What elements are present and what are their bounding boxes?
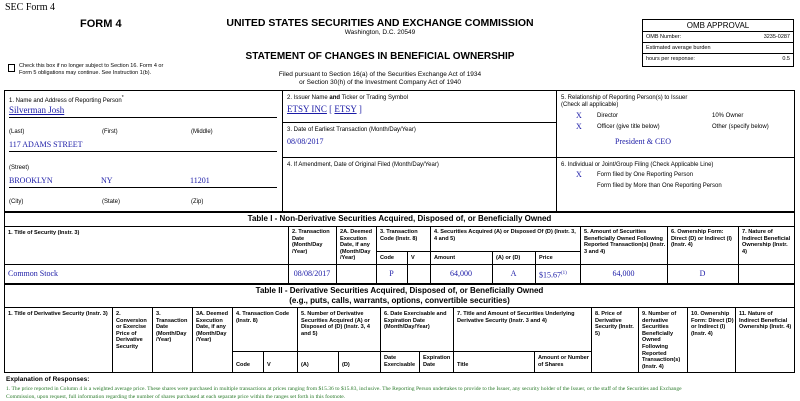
box1-label bbox=[9, 95, 124, 105]
issuer-bracket-open: [ bbox=[326, 104, 335, 114]
omb-approval-box bbox=[642, 19, 794, 67]
t1-row-aord: A bbox=[510, 269, 517, 278]
divider-7 bbox=[9, 151, 277, 152]
t1-header-form: 6. Ownership Form: Direct (D) or Indirect (I) (Instr. 4) bbox=[671, 229, 732, 249]
t2-header-date: 3. Transaction Date (Month/Day /Year) bbox=[156, 311, 188, 344]
t2-subheader-code: Code bbox=[236, 362, 250, 368]
divider-24 bbox=[152, 307, 153, 373]
divider-8 bbox=[9, 187, 277, 188]
other-label: Other (specify below) bbox=[712, 124, 769, 130]
divider-9 bbox=[4, 226, 795, 227]
state-label: (State) bbox=[102, 199, 121, 205]
earliest-transaction-date: 08/08/2017 bbox=[287, 137, 324, 146]
statement-title: STATEMENT OF CHANGES IN BENEFICIAL OWNERSHIP bbox=[245, 51, 515, 62]
t2-subheader-d: (D) bbox=[342, 362, 350, 368]
box4-label: 4. If Amendment, Date of Original Filed (Month/Day/Year) bbox=[287, 162, 439, 168]
form-title: FORM 4 bbox=[80, 18, 122, 30]
t1-row-amount: 64,000 bbox=[450, 269, 472, 278]
zip-value: 11201 bbox=[190, 176, 210, 185]
t2-header-nature: 11. Nature of Indirect Beneficial Ownership (Instr. 4) bbox=[739, 311, 792, 331]
issuer-line bbox=[287, 104, 362, 114]
officer-mark[interactable]: X bbox=[576, 122, 582, 131]
checkbox-note bbox=[19, 63, 163, 77]
divider-29 bbox=[338, 351, 339, 373]
t1-subheader-amount: Amount bbox=[434, 255, 456, 261]
t1-header-date: 2. Transaction Date (Month/Day /Year) bbox=[292, 229, 330, 255]
t1-row-price-value: $15.67 bbox=[539, 270, 561, 280]
last-label: (Last) bbox=[9, 129, 25, 135]
director-mark[interactable]: X bbox=[576, 111, 582, 120]
t1-row-form: D bbox=[699, 269, 706, 278]
ten-percent-owner-label: 10% Owner bbox=[712, 113, 744, 119]
divider-26 bbox=[232, 307, 233, 373]
divider-32 bbox=[453, 307, 454, 373]
filed-pursuant-line-2: or Section 30(h) of the Investment Company Act of 1940 bbox=[299, 79, 461, 86]
t1-row-owned: 64,000 bbox=[612, 269, 635, 278]
footnote-1-ref[interactable]: (1) bbox=[561, 271, 567, 276]
divider-36 bbox=[687, 307, 688, 373]
divider-6 bbox=[9, 117, 277, 118]
t1-header-title: 1. Title of Security (Instr. 3) bbox=[8, 230, 80, 236]
one-person-label: Form filed by One Reporting Person bbox=[597, 172, 694, 178]
street-label: (Street) bbox=[9, 165, 30, 171]
t1-row-title: Common Stock bbox=[8, 269, 59, 278]
omb-burden-row bbox=[643, 43, 793, 54]
t2-header-derivatives-owned: 9. Number of derivative Securities Beneficially Owned Following Reported Transaction(s) (Instr. 4) bbox=[642, 311, 681, 370]
t1-header-nature: 7. Nature of Indirect Beneficial Ownership (Instr. 4) bbox=[742, 229, 791, 255]
issuer-name-link[interactable]: ETSY INC bbox=[287, 104, 327, 114]
t1-subheader-aord: (A) or (D) bbox=[496, 255, 521, 261]
explanation-footnote-1-line-1: 1. The price reported in Column 4 is a weighted average price. These shares were purchased in multiple transactions at prices ranging from $15.36 to $15.83, inclusive. The Reporting Person undertakes to provide to the Issuer, any security holder of the Issuer, or the staff of the Securities and Exchange bbox=[6, 386, 682, 392]
box2-label-part-3: Ticker or Trading Symbol bbox=[340, 95, 409, 101]
t1-header-deemed: 2A. Deemed Execution Date, if any (Month/Day /Year) bbox=[340, 229, 373, 262]
box3-label: 3. Date of Earliest Transaction (Month/Day/Year) bbox=[287, 127, 416, 133]
t2-subheader-title: Title bbox=[457, 362, 469, 368]
divider-3 bbox=[282, 122, 556, 123]
middle-label: (Middle) bbox=[191, 129, 213, 135]
t2-subheader-amount: Amount or Number of Shares bbox=[538, 355, 589, 368]
city-label: (City) bbox=[9, 199, 24, 205]
t2-header-exercisable: 6. Date Exercisable and Expiration Date (Month/Day/Year) bbox=[384, 311, 447, 331]
table-2-title bbox=[4, 286, 795, 306]
t1-subheader-v: V bbox=[411, 255, 415, 261]
t1-header-owned: 5. Amount of Securities Beneficially Owned Following Reported Transaction(s) (Instr. 3 and 4) bbox=[584, 229, 666, 255]
box5-label-2: (Check all applicable) bbox=[561, 102, 619, 108]
explanation-heading: Explanation of Responses: bbox=[6, 376, 90, 383]
t2-subheader-v: V bbox=[267, 362, 271, 368]
omb-number-value: 3235-0287 bbox=[763, 34, 790, 40]
filed-pursuant-line-1: Filed pursuant to Section 16(a) of the Securities Exchange Act of 1934 bbox=[278, 71, 482, 78]
t2-header-deemed: 3A. Deemed Execution Date, if any (Month/Day /Year) bbox=[196, 311, 229, 344]
director-label: Director bbox=[597, 113, 619, 119]
zip-label: (Zip) bbox=[191, 199, 204, 205]
divider-27 bbox=[263, 351, 264, 373]
box5-label-1: 5. Relationship of Reporting Person(s) to Issuer bbox=[561, 95, 688, 101]
table-2-title-line-1: Table II - Derivative Securities Acquired, Disposed of, or Beneficially Owned bbox=[255, 286, 544, 295]
agency-name: UNITED STATES SECURITIES AND EXCHANGE COMMISSION bbox=[226, 17, 534, 29]
divider-5 bbox=[556, 157, 795, 158]
omb-hours-row bbox=[643, 54, 793, 66]
divider-28 bbox=[297, 307, 298, 373]
omb-number-row bbox=[643, 32, 793, 43]
omb-hours-value: 0.5 bbox=[782, 56, 790, 62]
divider-37 bbox=[735, 307, 736, 373]
divider-1 bbox=[282, 90, 283, 212]
divider-20 bbox=[738, 226, 739, 284]
box2-label bbox=[287, 95, 408, 102]
divider-33 bbox=[534, 351, 535, 373]
divider-12 bbox=[336, 226, 337, 284]
city-value: BROOKLYN bbox=[9, 176, 53, 185]
officer-title: President & CEO bbox=[615, 137, 671, 146]
t2-header-code: 4. Transaction Code (Instr. 8) bbox=[236, 311, 290, 324]
divider-31 bbox=[419, 351, 420, 373]
divider-10 bbox=[4, 264, 795, 265]
document-label: SEC Form 4 bbox=[5, 2, 56, 13]
box2-label-part-1: 2. Issuer Name bbox=[287, 95, 330, 101]
omb-number-label: OMB Number: bbox=[646, 34, 682, 40]
t2-header-underlying: 7. Title and Amount of Securities Underlying Derivative Security (Instr. 3 and 4) bbox=[457, 311, 575, 324]
divider-34 bbox=[591, 307, 592, 373]
omb-hours-label: hours per response: bbox=[646, 56, 695, 62]
t1-row-code: P bbox=[389, 269, 394, 278]
section-16-checkbox[interactable] bbox=[8, 64, 15, 72]
agency-location: Washington, D.C. 20549 bbox=[344, 29, 416, 36]
box1-label-star: * bbox=[121, 95, 124, 101]
divider-4 bbox=[282, 157, 556, 158]
divider-14 bbox=[407, 251, 408, 284]
box1-label-text: 1. Name and Address of Reporting Person bbox=[9, 98, 122, 104]
t1-header-code: 3. Transaction Code (Instr. 8) bbox=[380, 229, 418, 242]
t2-subheader-expiration: Expiration Date bbox=[423, 355, 451, 368]
box2-label-part-2: and bbox=[329, 95, 341, 101]
explanation-footnote-1-line-2: Commission, upon request, full information regarding the number of shares purchased at each separate price within the ranges set forth in this footnote. bbox=[6, 394, 346, 400]
state-value: NY bbox=[101, 176, 113, 185]
omb-title: OMB APPROVAL bbox=[643, 20, 793, 32]
divider-35 bbox=[638, 307, 639, 373]
divider-30 bbox=[380, 307, 381, 373]
issuer-bracket-close: ] bbox=[356, 104, 362, 114]
t2-header-form: 10. Ownership Form: Direct (D) or Indirect (I) (Instr. 4) bbox=[691, 311, 734, 337]
t2-header-title: 1. Title of Derivative Security (Instr. 3) bbox=[8, 311, 108, 317]
omb-burden-label: Estimated average burden bbox=[646, 45, 711, 51]
divider-2 bbox=[556, 90, 557, 212]
more-persons-label: Form filed by More than One Reporting Person bbox=[597, 183, 722, 189]
t1-row-date: 08/08/2017 bbox=[293, 269, 331, 278]
divider-16 bbox=[492, 251, 493, 284]
t1-header-acquired: 4. Securities Acquired (A) or Disposed Of (D) (Instr. 3, 4 and 5) bbox=[434, 229, 576, 242]
first-label: (First) bbox=[102, 129, 118, 135]
t2-header-number: 5. Number of Derivative Securities Acquired (A) or Disposed of (D) (Instr. 3, 4 and 5) bbox=[301, 311, 370, 337]
divider-22 bbox=[4, 307, 795, 308]
street-value: 117 ADAMS STREET bbox=[9, 140, 83, 149]
reporting-person-name[interactable]: Silverman Josh bbox=[9, 105, 65, 115]
explanation-footnote-1 bbox=[6, 385, 796, 401]
divider-17 bbox=[535, 251, 536, 284]
divider-25 bbox=[192, 307, 193, 373]
table-2-title-line-2: (e.g., puts, calls, warrants, options, convertible securities) bbox=[289, 296, 510, 305]
ticker-link[interactable]: ETSY bbox=[334, 104, 357, 114]
box6-label: 6. Individual or Joint/Group Filing (Check Applicable Line) bbox=[561, 162, 714, 168]
t2-header-conversion: 2. Conversion or Exercise Price of Derivative Security bbox=[116, 311, 147, 350]
table-1-title: Table I - Non-Derivative Securities Acquired, Disposed of, or Beneficially Owned bbox=[247, 214, 552, 223]
t2-subheader-date-exercisable: Date Exercisable bbox=[384, 355, 416, 368]
one-person-mark[interactable]: X bbox=[576, 170, 582, 179]
t1-subheader-code: Code bbox=[380, 255, 394, 261]
t2-subheader-a: (A) bbox=[301, 362, 309, 368]
t1-row-price bbox=[539, 269, 567, 281]
officer-label: Officer (give title below) bbox=[597, 124, 660, 130]
t1-subheader-price: Price bbox=[539, 255, 553, 261]
divider-21 bbox=[376, 251, 580, 252]
checkbox-note-line-1: Check this box if no longer subject to Section 16. Form 4 or bbox=[19, 63, 164, 69]
t2-header-price: 8. Price of Derivative Security (Instr. 5) bbox=[595, 311, 634, 337]
divider-38 bbox=[232, 351, 591, 352]
divider-23 bbox=[112, 307, 113, 373]
checkbox-note-line-2: Form 5 obligations may continue. See Instruction 1(b). bbox=[19, 70, 152, 76]
